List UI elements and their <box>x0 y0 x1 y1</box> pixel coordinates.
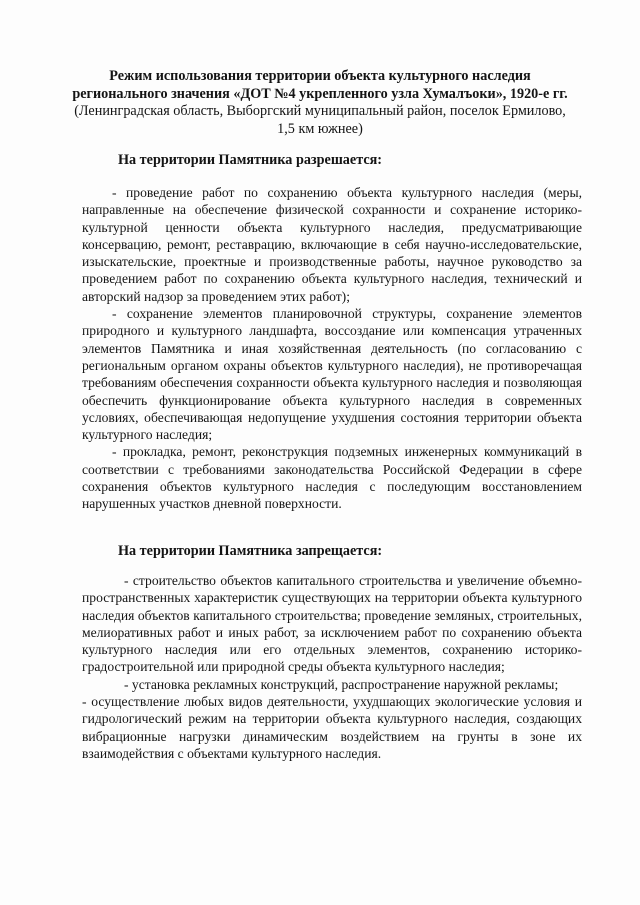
allowed-item-1: - проведение работ по сохранению объекта культурного наследия (меры, направленные на обеспечение физической сохранности и сохранение историко-культурной ценности объекта культурного наследия, предусматривающие консервацию, ремонт, реставрацию, включающие в себя научно-исследовательские, изыскательские, проектные и производственные работы, научное руководство за проведением работ по сохранению объекта культурного наследия, технический и авторский надзор за проведением этих работ); <box>82 185 582 304</box>
prohibited-heading: На территории Памятника запрещается: <box>118 543 383 559</box>
title-line-4: 1,5 км южнее) <box>277 120 363 137</box>
allowed-item-2: - сохранение элементов планировочной структуры, сохранение элементов природного и культурного ландшафта, воссоздание или компенсация утраченных элементов Памятника и иная хозяйственная деятельность (по согласованию с региональным органом охраны объектов культурного наследия), не противоречащая требованиям обеспечения сохранности объекта культурного наследия и позволяющая обеспечить функционирование объекта культурного наследия в современных условиях, обеспечивающая недопущение ухудшения состояния территории объекта культурного наследия; <box>82 306 582 443</box>
prohibited-section <box>82 572 582 762</box>
prohibited-item-2: - установка рекламных конструкций, распространение наружной рекламы; <box>124 676 559 692</box>
title-line-3: (Ленинградская область, Выборгский муниципальный район, поселок Ермилово, <box>74 103 566 119</box>
prohibited-item-1: - строительство объектов капитального строительства и увеличение объемно-пространственных характеристик существующих на территории объекта культурного наследия объектов капитального строительства; проведение земляных, строительных, мелиоративных работ и иных работ, за исключением работ по сохранению объекта культурного наследия или его отдельных элементов, сохранению историко-градостроительной или природной среды объекта культурного наследия; <box>82 573 582 675</box>
prohibited-item-3: - осуществление любых видов деятельности, ухудшающих экологические условия и гидрологический режим на территории объекта культурного наследия, создающих вибрационные нагрузки динамическим воздействием на грунты в зоне их взаимодействия с объектами культурного наследия. <box>82 694 582 761</box>
title-line-1: Режим использования территории объекта культурного наследия <box>109 68 531 84</box>
allowed-item-3: - прокладка, ремонт, реконструкция подземных инженерных коммуникаций в соответствии с требованиями законодательства Российской Федерации в сфере сохранения объектов культурного наследия с последующим восстановлением нарушенных участков дневной поверхности. <box>82 444 582 512</box>
document-title <box>60 68 580 138</box>
allowed-heading: На территории Памятника разрешается: <box>118 152 383 168</box>
title-line-2: регионального значения «ДОТ №4 укрепленного узла Хумалъоки», 1920-е гг. <box>72 85 568 102</box>
allowed-section <box>82 184 582 513</box>
